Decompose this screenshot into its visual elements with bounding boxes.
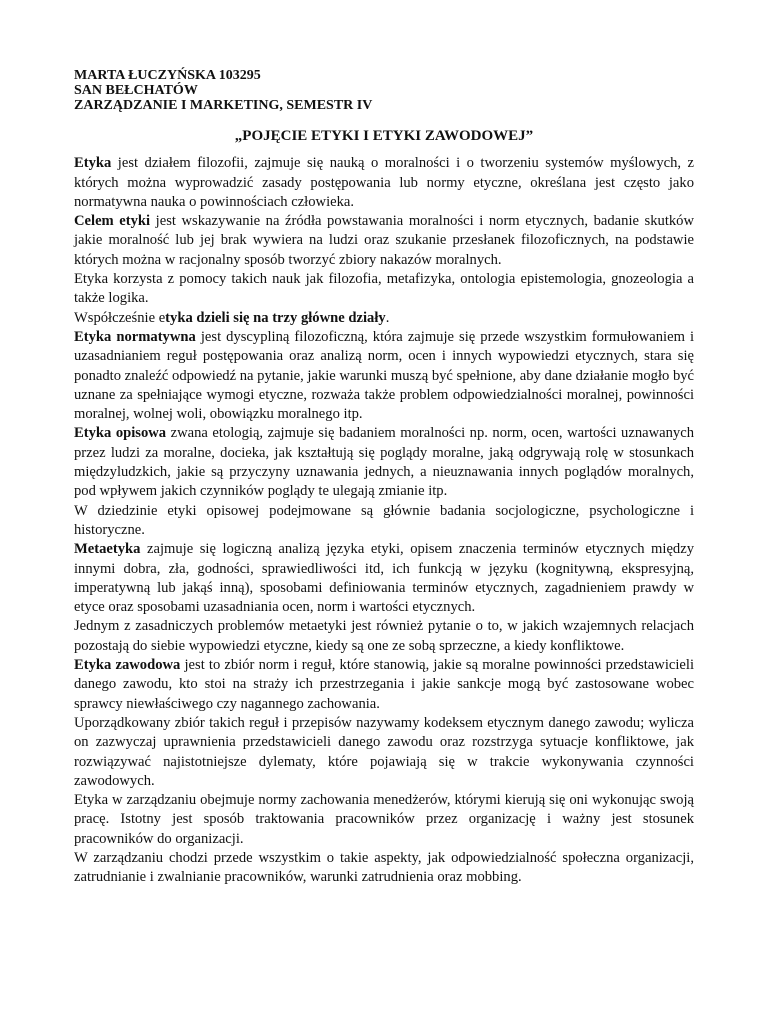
paragraph-text: zwana etologią, zajmuje się badaniem moralności np. norm, ocen, wartości uznawanych przez ludzi za moralne, docieka, jak kształtują się poglądy moralne, jaką odgrywają rolę w stosunkach międzyludzkich, jakie są przyczyny uznawania jednych, a nieuznawania innych poglądów moralnych, pod wpływem jakich czynników poglądy te ulegają zmianie itp. [74,425,694,500]
paragraph-related-sciences [74,270,694,309]
paragraph-text: Współcześnie e [74,309,166,326]
term-metaetyka: Metaetyka [74,541,141,558]
paragraph-etyka-opisowa [74,424,694,501]
document-page [74,68,694,888]
document-title: „POJĘCIE ETYKI I ETYKI ZAWODOWEJ” [234,128,534,144]
school-line: SAN BEŁCHATÓW [74,83,198,98]
paragraph-text: jest wskazywanie na źródła powstawania moralności i norm etycznych, badanie skutków jakie moralność lub jej brak wywiera na ludzi oraz szukanie przesłanek filozoficznych, na podstawie których można w racjonalny sposób tworzyć zbiory nakazów moralnych. [74,213,695,268]
paragraph-metaetyka [74,540,694,617]
paragraph-text: . [385,309,390,326]
author-header [74,68,694,113]
author-name-line: MARTA ŁUCZYŃSKA 103295 [74,68,261,83]
paragraph-etyka-definition [74,154,694,212]
paragraph-three-branches [74,309,694,328]
paragraph-etyka-zawodowa [74,656,694,714]
paragraph-zarzadzanie-aspects [74,849,694,888]
term-etyka-zawodowa: Etyka zawodowa [74,657,181,674]
paragraph-metaetyka-problem [74,617,694,656]
term-three-branches: tyka dzieli się na trzy główne działy [165,309,386,326]
paragraph-text: Jednym z zasadniczych problemów metaetyki jest również pytanie o to, w jakich wzajemnych relacjach pozostają do siebie wypowiedzi etyczne, kiedy są one ze sobą sprzeczne, a kiedy konfliktowe. [74,618,694,654]
course-line: ZARZĄDZANIE I MARKETING, SEMESTR IV [74,98,373,113]
term-etyka: Etyka [74,155,112,172]
paragraph-text: W dziedzinie etyki opisowej podejmowane są głównie badania socjologiczne, psychologiczne i historyczne. [74,502,694,538]
paragraph-etyka-w-zarzadzaniu [74,791,694,849]
paragraph-text: jest dyscypliną filozoficzną, która zajmuje się przede wszystkim formułowaniem i uzasadnianiem reguł postępowania oraz analizą norm, ocen i innych wypowiedzi etycznych, stara się ponadto znaleźć odpowiedź na pytanie, jakie warunki muszą być spełnione, aby dane działanie mogło być uznane za spełniające wymogi etyczne, rozważa także problem odpowiedzialności moralnej, powinności moralnej, wolnej woli, obowiązku moralnego itp. [74,328,695,423]
paragraph-text: jest to zbiór norm i reguł, które stanowią, jakie są moralne powinności przedstawicieli danego zawodu, kto stoi na straży ich przestrzegania i jakie sankcje mogą być zastosowane wobec sprawcy niewłaściwego czy nagannego zachowania. [74,657,694,712]
paragraph-text: Etyka korzysta z pomocy takich nauk jak filozofia, metafizyka, ontologia epistemologia, gnozeologia a także logika. [74,271,694,307]
paragraph-text: W zarządzaniu chodzi przede wszystkim o takie aspekty, jak odpowiedzialność społeczna organizacji, zatrudnianie i zwalnianie pracowników, warunki zatrudnienia oraz mobbing. [74,849,694,886]
paragraph-cel-etyki [74,212,694,270]
paragraph-kodeks-etyczny [74,714,694,791]
paragraph-text: zajmuje się logiczną analizą języka etyki, opisem znaczenia terminów etycznych między innymi dobra, zła, godności, sprawiedliwości itd, ich funkcją w języku (kognitywną, ekspresyjną, imperatywną lub jakąś inną), sposobami definiowania terminów etycznych, zagadnieniem prawdy w etyce oraz sposobami uzasadniania ocen, norm i wartości etycznych. [74,541,694,616]
paragraph-etyka-normatywna [74,328,694,424]
paragraph-text: Etyka w zarządzaniu obejmuje normy zachowania menedżerów, którymi kierują się oni wykonując swoją pracę. Istotny jest sposób traktowania pracowników przez organizację i ważny jest stosunek pracowników do organizacji. [74,792,694,847]
term-cel-etyki: Celem etyki [74,213,151,230]
term-etyka-opisowa: Etyka opisowa [74,425,167,442]
paragraph-text: Uporządkowany zbiór takich reguł i przepisów nazywamy kodeksem etycznym danego zawodu; wylicza on zazwyczaj uprawnienia przedstawicieli danego zawodu oraz rozstrzyga sytuacje konfliktowe, jak rozwiązywać najistotniejsze dylematy, które pojawiają się w trakcie wykonywania czynności zawodowych. [74,714,694,789]
paragraph-text: jest działem filozofii, zajmuje się nauką o moralności i o tworzeniu systemów myślowych, z których można wyprowadzić zasady postępowania lub normy etyczne, określana jest często jako normatywna nauka o powinnościach człowieka. [74,155,694,210]
paragraph-opisowa-research [74,502,694,541]
term-etyka-normatywna: Etyka normatywna [74,328,196,345]
